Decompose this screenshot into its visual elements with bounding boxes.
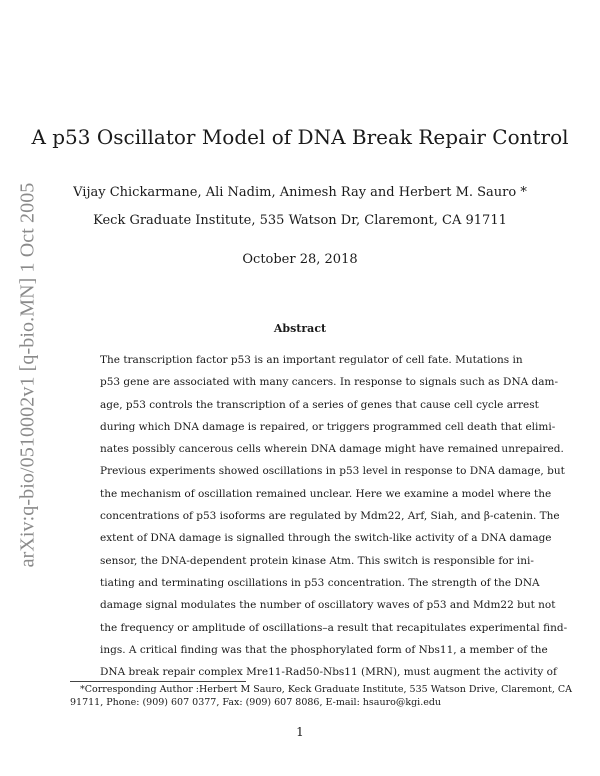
abstract-line: nates possibly cancerous cells wherein DNA damage might have remained unrepaired. [100,443,564,456]
abstract-line: ings. A critical finding was that the phosphorylated form of Nbs11, a member of the [100,643,548,656]
abstract-line: sensor, the DNA-dependent protein kinase Atm. This switch is responsible for ini- [100,554,534,567]
author-list: Vijay Chickarmane, Ali Nadim, Animesh Ray and Herbert M. Sauro * [73,185,527,200]
arxiv-identifier [8,170,48,580]
abstract-line: DNA break repair complex Mre11-Rad50-Nbs11 (MRN), must augment the activity of [100,666,557,679]
footnote [70,683,573,709]
abstract-line: age, p53 controls the transcription of a series of genes that cause cell cycle arrest [100,398,539,411]
footnote-line: 91711, Phone: (909) 607 0377, Fax: (909) 607 8086, E-mail: hsauro@kgi.edu [70,697,442,708]
abstract-heading: Abstract [273,322,327,335]
abstract-line: during which DNA damage is repaired, or triggers programmed cell death that elimi- [100,420,556,433]
abstract-line: the frequency or amplitude of oscillations–a result that recapitulates experimental find- [100,621,568,634]
footnote-divider [70,681,246,682]
abstract-line: tiating and terminating oscillations in p53 concentration. The strength of the DNA [100,576,540,589]
abstract-line: Previous experiments showed oscillations in p53 level in response to DNA damage, but [100,465,565,478]
abstract-line: concentrations of p53 isoforms are regulated by Mdm22, Arf, Siah, and β-catenin. The [100,510,560,523]
publication-date: October 28, 2018 [242,252,358,267]
arxiv-identifier-text: arXiv:q-bio/0510002v1 [q-bio.MN] 1 Oct 2005 [16,182,39,568]
abstract-line: damage signal modulates the number of oscillatory waves of p53 and Mdm22 but not [100,599,556,612]
abstract-line: extent of DNA damage is signalled through the switch-like activity of a DNA damage [100,532,552,545]
abstract-line: The transcription factor p53 is an important regulator of cell fate. Mutations in [100,354,523,366]
footnote-line: *Corresponding Author :Herbert M Sauro, Keck Graduate Institute, 535 Watson Drive, Claremont, CA [80,684,573,695]
abstract-body [100,349,568,683]
paper-title: A p53 Oscillator Model of DNA Break Repair Control [31,125,569,149]
abstract-line: the mechanism of oscillation remained unclear. Here we examine a model where the [100,487,552,500]
affiliation: Keck Graduate Institute, 535 Watson Dr, Claremont, CA 91711 [93,213,507,228]
page-number: 1 [296,725,304,739]
abstract-line: p53 gene are associated with many cancers. In response to signals such as DNA dam- [100,376,559,389]
